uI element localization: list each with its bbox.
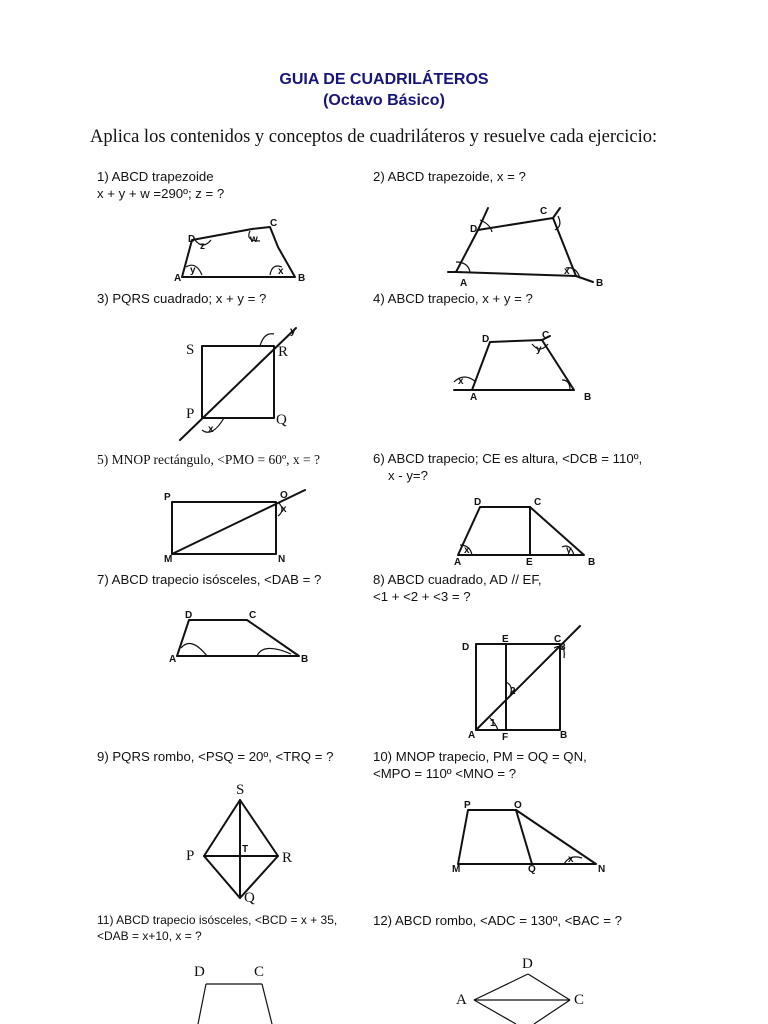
exercise-3 — [97, 290, 266, 307]
exercise-6-line-2: x - y=? — [388, 468, 428, 483]
fig6-label-e: E — [526, 557, 533, 568]
fig4-label-x: x — [458, 376, 464, 387]
fig3-label-q: Q — [276, 412, 287, 428]
exercise-7 — [97, 571, 321, 588]
fig3-label-x: x — [208, 424, 214, 435]
fig8-label-2: 2 — [510, 686, 516, 697]
exercise-12 — [373, 912, 622, 929]
fig8-label-f: F — [502, 732, 509, 743]
fig2-label-x: x — [564, 266, 570, 277]
exercise-8-line-2: <1 + <2 + <3 = ? — [373, 589, 471, 604]
fig1-label-a: A — [174, 273, 182, 284]
fig8-label-a: A — [468, 730, 476, 741]
fig5-label-x: x — [281, 504, 287, 515]
exercise-4-line-1: 4) ABCD trapecio, x + y = ? — [373, 291, 533, 306]
exercise-5 — [97, 451, 320, 468]
fig10-label-p: P — [464, 800, 471, 811]
figure-6 — [450, 497, 600, 569]
fig6-label-a: A — [454, 557, 462, 568]
fig8-label-b: B — [560, 730, 568, 741]
fig12-label-c: C — [574, 992, 585, 1008]
figure-4 — [450, 330, 600, 402]
fig8-label-d: D — [462, 642, 470, 653]
fig4-label-b: B — [584, 392, 592, 403]
fig12-label-a: A — [456, 992, 467, 1008]
figure-8 — [450, 622, 600, 743]
figure-10 — [448, 798, 608, 875]
fig3-label-p: P — [186, 406, 195, 422]
fig1-label-z: z — [200, 241, 205, 252]
fig9-label-t: T — [242, 844, 249, 855]
exercise-8 — [373, 571, 542, 605]
exercise-1-line-2: x + y + w =290º; z = ? — [97, 186, 225, 201]
fig8-label-1: 1 — [490, 718, 496, 729]
fig11-label-c: C — [254, 964, 265, 980]
exercise-10-line-2: <MPO = 110º <MNO = ? — [373, 766, 517, 781]
fig6-label-c: C — [534, 497, 542, 508]
fig10-label-n: N — [598, 864, 606, 875]
fig1-label-c: C — [270, 218, 278, 229]
fig5-label-n: N — [278, 554, 286, 565]
exercise-8-line-1: 8) ABCD cuadrado, AD // EF, — [373, 572, 542, 587]
exercise-2 — [373, 168, 526, 185]
exercise-1 — [97, 168, 224, 202]
exercise-2-line-1: 2) ABCD trapezoide, x = ? — [373, 169, 526, 184]
fig2-label-a: A — [460, 278, 468, 289]
fig1-label-w: w — [250, 234, 258, 245]
exercise-10 — [373, 748, 587, 782]
fig9-label-p: P — [186, 848, 195, 864]
figure-5 — [160, 488, 310, 564]
page-title: GUIA DE CUADRILÁTEROS — [279, 71, 489, 88]
fig7-label-d: D — [185, 610, 193, 621]
exercise-3-line-1: 3) PQRS cuadrado; x + y = ? — [97, 291, 267, 306]
fig8-label-3: 3 — [560, 642, 566, 653]
figure-7 — [165, 608, 315, 668]
fig10-label-x: x — [568, 854, 574, 865]
figure-11 — [180, 960, 300, 1024]
fig9-label-s: S — [236, 782, 245, 798]
fig3-label-s: S — [186, 342, 195, 358]
fig10-label-o: O — [514, 800, 522, 811]
fig4-label-c: C — [542, 330, 550, 341]
figure-12 — [450, 950, 600, 1024]
fig7-label-b: B — [301, 654, 309, 665]
exercise-9-line-1: 9) PQRS rombo, <PSQ = 20º, <TRQ = ? — [97, 749, 334, 764]
page-subtitle: (Octavo Básico) — [323, 92, 445, 109]
fig4-label-d: D — [482, 334, 490, 345]
fig6-label-x: x — [464, 545, 470, 556]
fig3-label-r: R — [278, 344, 289, 360]
fig6-label-y: y — [566, 545, 572, 556]
fig3-label-y: y — [290, 326, 296, 337]
exercise-6-line-1: 6) ABCD trapecio; CE es altura, <DCB = 110º, — [373, 451, 643, 466]
figure-3 — [170, 322, 310, 446]
fig7-label-a: A — [169, 654, 177, 665]
exercise-4 — [373, 290, 533, 307]
fig10-label-q: Q — [528, 864, 536, 875]
fig1-label-y: y — [190, 265, 196, 276]
fig8-label-c: C — [554, 634, 562, 645]
figure-2 — [448, 200, 608, 290]
fig5-label-o: O — [280, 490, 288, 501]
exercise-11 — [97, 912, 337, 944]
fig6-label-d: D — [474, 497, 482, 508]
fig4-label-a: A — [470, 392, 478, 403]
fig2-label-c: C — [540, 206, 548, 217]
fig7-label-c: C — [249, 610, 257, 621]
fig9-label-r: R — [282, 850, 293, 866]
fig1-label-b: B — [298, 273, 306, 284]
fig8-label-e: E — [502, 634, 509, 645]
fig1-label-x: x — [278, 266, 284, 277]
exercise-1-line-1: 1) ABCD trapezoide — [97, 169, 214, 184]
fig5-label-m: M — [164, 554, 173, 565]
fig4-label-y: y — [536, 344, 542, 355]
figure-9 — [180, 780, 300, 904]
fig11-label-d: D — [194, 964, 205, 980]
exercise-10-line-1: 10) MNOP trapecio, PM = OQ = QN, — [373, 749, 587, 764]
figure-1 — [170, 215, 320, 287]
exercise-9 — [97, 748, 333, 765]
fig2-label-b: B — [596, 278, 604, 289]
exercise-7-line-1: 7) ABCD trapecio isósceles, <DAB = ? — [97, 572, 322, 587]
fig5-label-p: P — [164, 492, 171, 503]
exercise-5-line-1: 5) MNOP rectángulo, <PMO = 60º, x = ? — [97, 452, 321, 467]
fig9-label-q: Q — [244, 890, 255, 906]
fig10-label-m: M — [452, 864, 461, 875]
fig6-label-b: B — [588, 557, 596, 568]
exercise-11-line-2: <DAB = x+10, x = ? — [97, 929, 202, 943]
exercise-11-line-1: 11) ABCD trapecio isósceles, <BCD = x + 35, — [97, 913, 338, 927]
exercise-12-line-1: 12) ABCD rombo, <ADC = 130º, <BAC = ? — [373, 913, 622, 928]
fig12-label-d: D — [522, 956, 533, 972]
fig2-label-d: D — [470, 224, 478, 235]
exercise-6 — [373, 450, 642, 484]
intro-text: Aplica los contenidos y conceptos de cuadriláteros y resuelve cada ejercicio: — [90, 127, 658, 147]
fig1-label-d: D — [188, 234, 196, 245]
